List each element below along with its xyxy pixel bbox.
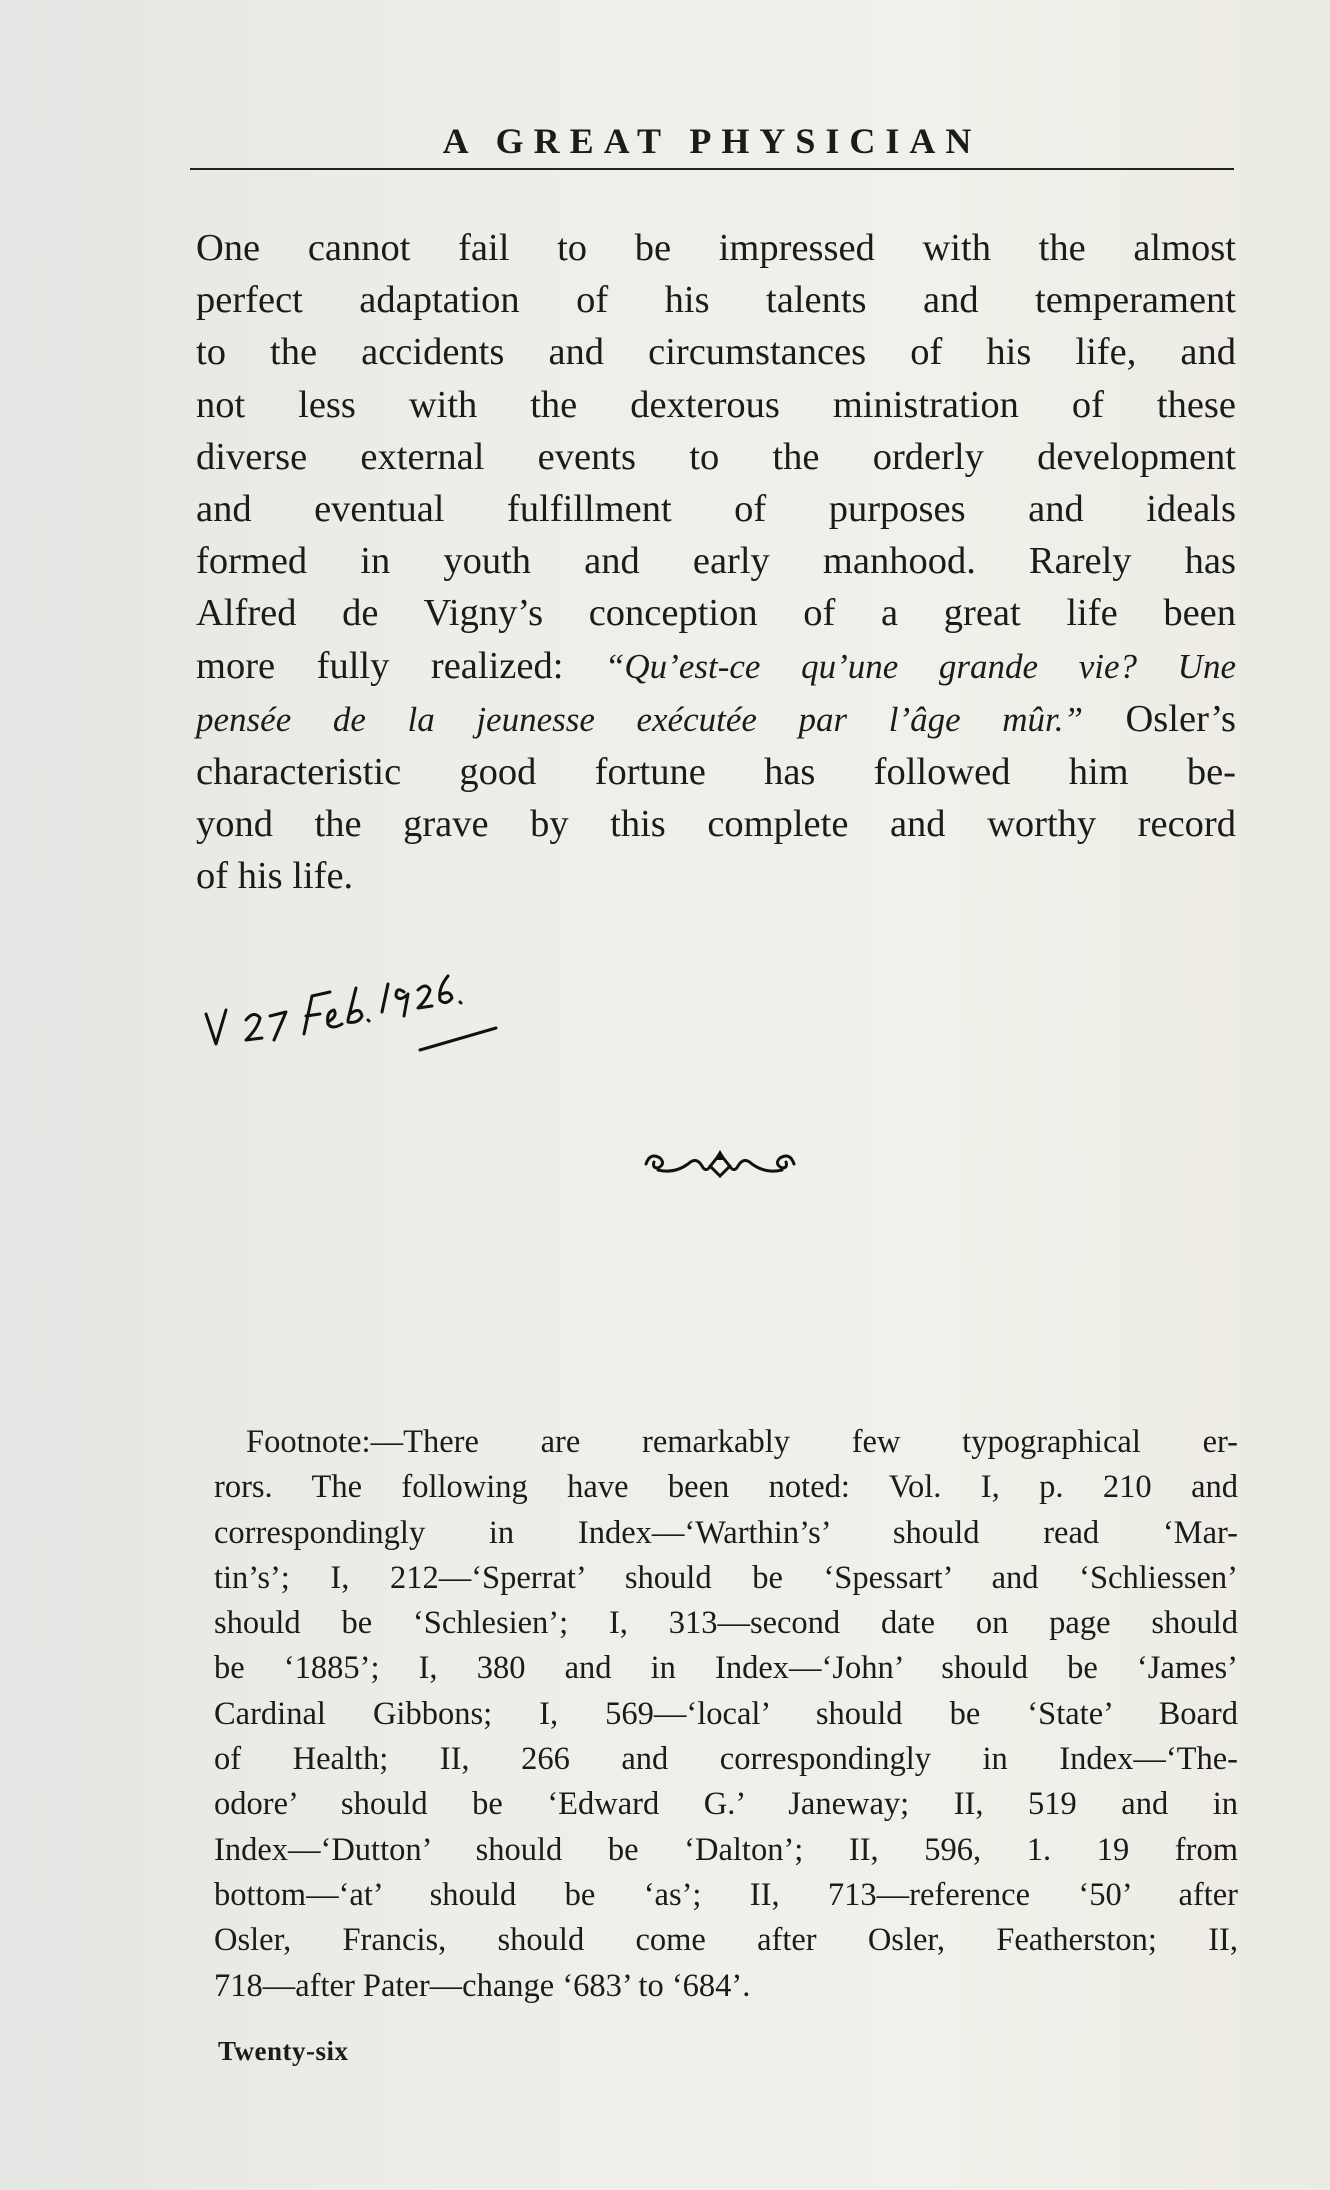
footnote-line: rors. The following have been noted: Vol. I, p. 210 and xyxy=(214,1469,1238,1506)
body-line: of his life. xyxy=(196,855,354,898)
body-line: and eventual fulfillment of purposes and ideals xyxy=(196,488,1236,531)
body-line: characteristic good fortune has followed him be- xyxy=(196,751,1236,794)
body-line-quote-start xyxy=(196,640,1236,693)
body-line: to the accidents and circumstances of his life, and xyxy=(196,331,1236,374)
french-quote: pensée de la jeunesse exécutée par l’âge mûr.” xyxy=(196,699,1084,739)
footnote-line: should be ‘Schlesien’; I, 313—second date on page should xyxy=(214,1605,1238,1642)
flourish-ornament xyxy=(640,1144,800,1184)
errata-footnote xyxy=(214,1420,1238,2009)
body-line-quote-end xyxy=(196,693,1236,746)
footnote-line: Footnote:—There are remarkably few typographical er- xyxy=(246,1424,1238,1460)
body-line: diverse external events to the orderly development xyxy=(196,435,1236,478)
body-text-segment: Osler’s xyxy=(1083,697,1236,740)
body-line: One cannot fail to be impressed with the almost xyxy=(196,227,1236,269)
footnote-line: be ‘1885’; I, 380 and in Index—‘John’ should be ‘James’ xyxy=(214,1650,1238,1687)
footnote-line: 718—after Pater—change ‘683’ to ‘684’. xyxy=(214,1967,751,2004)
body-line: perfect adaptation of his talents and temperament xyxy=(196,279,1236,322)
footnote-line: bottom—‘at’ should be ‘as’; II, 713—reference ‘50’ after xyxy=(214,1876,1238,1913)
footnote-line: correspondingly in Index—‘Warthin’s’ should read ‘Mar- xyxy=(214,1514,1238,1551)
footnote-line: odore’ should be ‘Edward G.’ Janeway; II, 519 and in xyxy=(214,1786,1238,1823)
body-line: yond the grave by this complete and worthy record xyxy=(196,803,1236,846)
body-paragraph xyxy=(196,222,1236,903)
body-line: Alfred de Vigny’s conception of a great life been xyxy=(196,592,1236,635)
footnote-line: tin’s’; I, 212—‘Sperrat’ should be ‘Spessart’ and ‘Schliessen’ xyxy=(214,1559,1238,1596)
page-number: Twenty-six xyxy=(218,2036,349,2066)
footnote-line: Osler, Francis, should come after Osler, Featherston; II, xyxy=(214,1922,1238,1959)
footnote-line: of Health; II, 266 and correspondingly in Index—‘The- xyxy=(214,1741,1238,1778)
footnote-line: Index—‘Dutton’ should be ‘Dalton’; II, 596, 1. 19 from xyxy=(214,1831,1238,1868)
running-head: A GREAT PHYSICIAN xyxy=(190,120,1234,170)
french-quote: “Qu’est-ce qu’une grande vie? Une xyxy=(604,646,1236,686)
body-line: not less with the dexterous ministration of these xyxy=(196,383,1236,426)
body-line: formed in youth and early manhood. Rarely has xyxy=(196,540,1236,583)
body-text-segment: more fully realized: xyxy=(196,644,605,687)
handwritten-date-annotation xyxy=(200,940,520,1070)
footnote-line: Cardinal Gibbons; I, 569—‘local’ should be ‘State’ Board xyxy=(214,1695,1238,1732)
